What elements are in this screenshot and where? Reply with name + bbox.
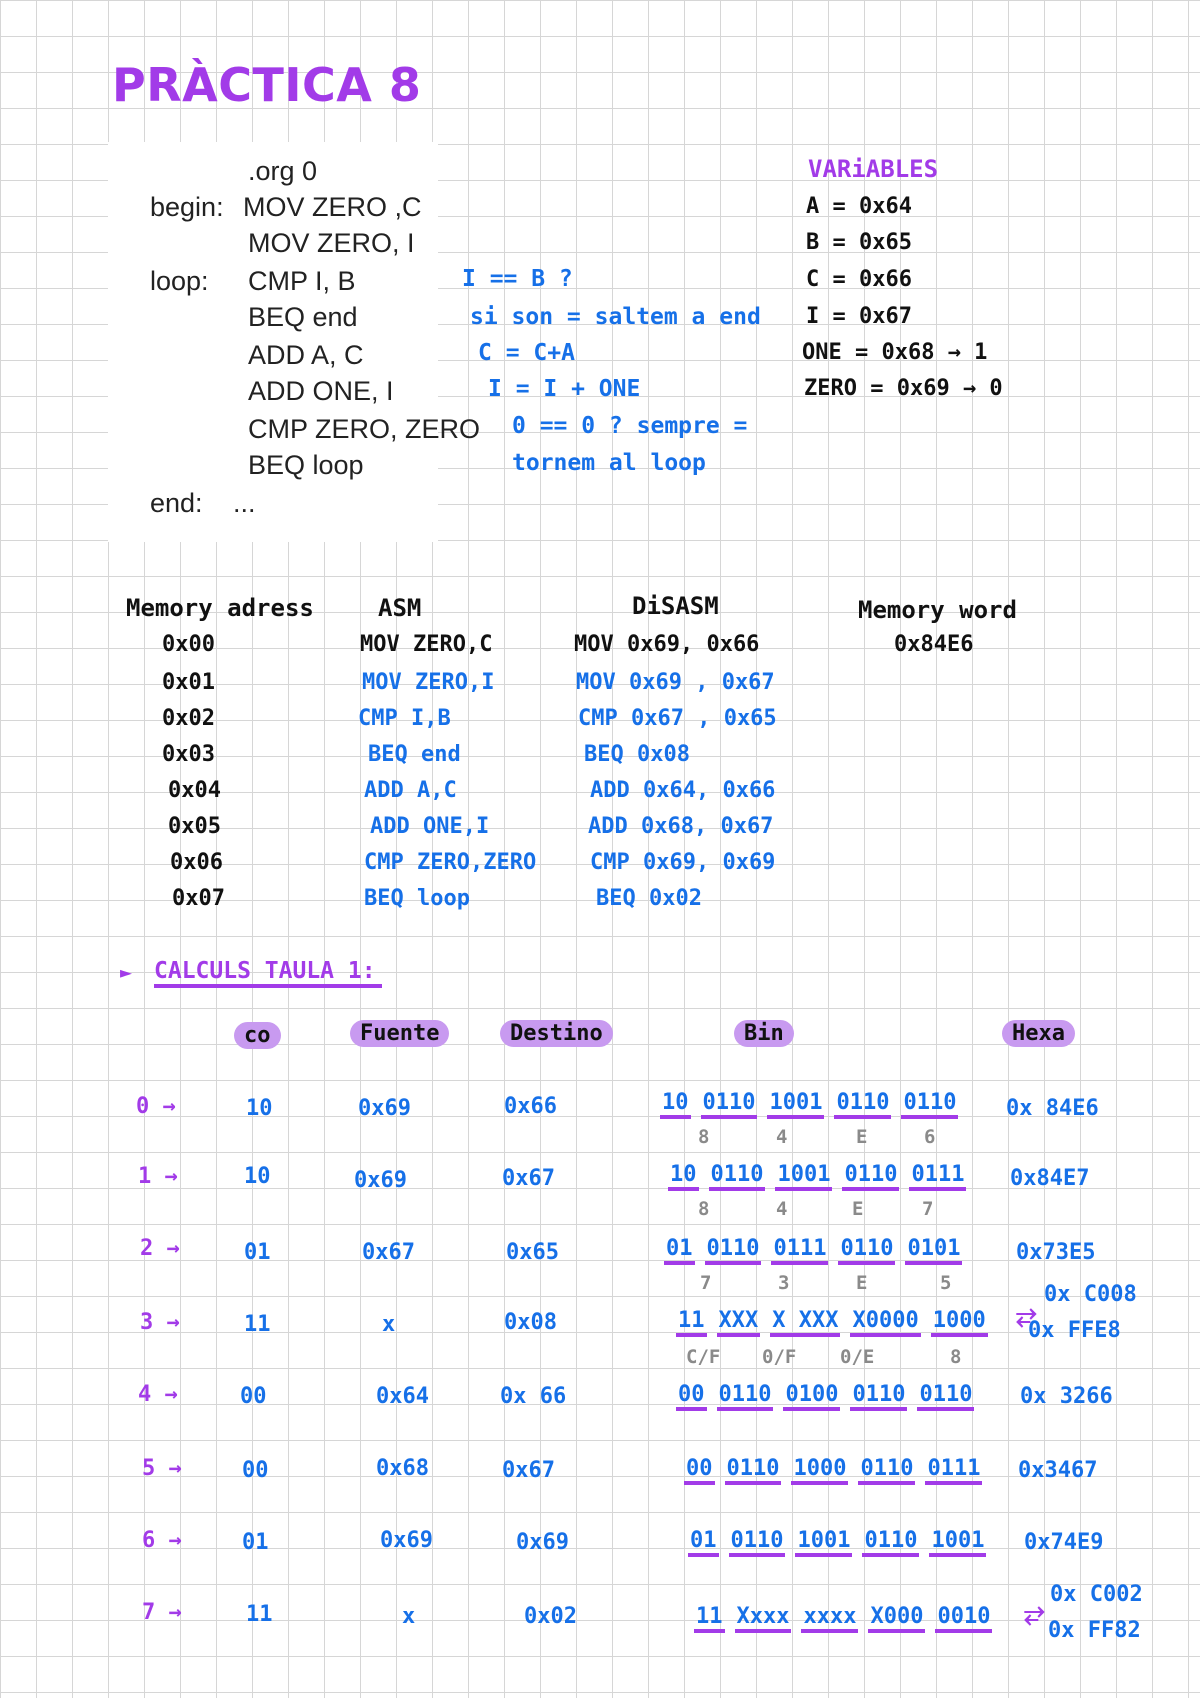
mem-asm: ADD A,C xyxy=(364,778,457,803)
calc-bin xyxy=(684,1456,992,1485)
calc-dst: 0x 66 xyxy=(500,1384,567,1409)
note-2: C = C+A xyxy=(478,340,575,366)
calc-bin xyxy=(694,1604,1002,1633)
hex-digit: 5 xyxy=(940,1272,952,1294)
calc-alt-hex: 0x C002 xyxy=(1050,1582,1143,1607)
nibble: 1001 xyxy=(795,1528,852,1557)
nibble: 0110 xyxy=(729,1528,786,1557)
nibble: 0110 xyxy=(709,1162,766,1191)
nibble: 10 xyxy=(668,1162,699,1191)
code-line-2: MOV ZERO, I xyxy=(248,228,415,258)
variable-b: B = 0x65 xyxy=(806,230,912,255)
mem-addr: 0x04 xyxy=(168,778,221,803)
mem-disasm: ADD 0x64, 0x66 xyxy=(590,778,776,803)
code-line-4: BEQ end xyxy=(248,302,358,332)
code-label-loop: loop: xyxy=(150,266,209,296)
nibble: 0110 xyxy=(717,1382,774,1411)
mem-asm: ADD ONE,I xyxy=(370,814,490,839)
calc-alt-hex: 0x FF82 xyxy=(1048,1618,1141,1643)
mem-addr: 0x03 xyxy=(162,742,215,767)
nibble: 0010 xyxy=(935,1604,992,1633)
calc-header-hexa: Hexa xyxy=(1002,1020,1075,1047)
calc-co: 10 xyxy=(244,1164,271,1189)
nibble: X000 xyxy=(868,1604,925,1633)
nibble: 0100 xyxy=(783,1382,840,1411)
code-line-7: CMP ZERO, ZERO xyxy=(248,414,481,444)
calc-dst: 0x08 xyxy=(504,1310,557,1335)
calc-bin xyxy=(676,1382,984,1411)
variable-one: ONE = 0x68 → 1 xyxy=(802,340,988,365)
calc-co: 01 xyxy=(242,1530,269,1555)
calc-src: 0x69 xyxy=(380,1528,433,1553)
calc-row-index: 3 → xyxy=(140,1310,180,1335)
nibble: 1001 xyxy=(775,1162,832,1191)
mem-disasm: CMP 0x69, 0x69 xyxy=(590,850,776,875)
calc-header-fuente: Fuente xyxy=(350,1020,449,1047)
calc-hex: 0x73E5 xyxy=(1016,1240,1096,1265)
mem-header-address: Memory adress xyxy=(126,594,314,622)
mem-asm: CMP I,B xyxy=(358,706,451,731)
nibble: xxxx xyxy=(801,1604,858,1633)
hex-digit: E xyxy=(856,1126,868,1148)
mem-asm: MOV ZERO,C xyxy=(360,632,493,657)
calc-header-co: co xyxy=(234,1022,281,1049)
note-5: tornem al loop xyxy=(512,450,706,476)
nibble: 00 xyxy=(676,1382,707,1411)
mem-asm: CMP ZERO,ZERO xyxy=(364,850,537,875)
mem-disasm: BEQ 0x08 xyxy=(584,742,690,767)
hex-digit: E xyxy=(856,1272,868,1294)
page-title: PRÀCTICA 8 xyxy=(112,58,422,112)
calc-src: 0x67 xyxy=(362,1240,415,1265)
calc-hex: 0x74E9 xyxy=(1024,1530,1104,1555)
mem-addr: 0x07 xyxy=(172,886,225,911)
nibble: 11 xyxy=(676,1308,707,1337)
note-1: si son = saltem a end xyxy=(470,304,761,330)
hex-digit: 3 xyxy=(778,1272,790,1294)
code-line-9: ... xyxy=(233,488,256,518)
mem-asm: BEQ loop xyxy=(364,886,470,911)
calc-src: x xyxy=(382,1312,396,1337)
nibble: 0110 xyxy=(834,1090,891,1119)
calc-co: 01 xyxy=(244,1240,271,1265)
mem-addr: 0x05 xyxy=(168,814,221,839)
mem-header-word: Memory word xyxy=(858,596,1017,624)
calc-co: 11 xyxy=(246,1602,273,1627)
mem-header-asm: ASM xyxy=(378,594,422,622)
nibble: 0110 xyxy=(917,1382,974,1411)
hex-digit: 0/E xyxy=(840,1346,875,1368)
mem-disasm: ADD 0x68, 0x67 xyxy=(588,814,774,839)
calc-co: 11 xyxy=(244,1312,271,1337)
nibble: 1000 xyxy=(791,1456,848,1485)
calc-hex: 0x3467 xyxy=(1018,1458,1098,1483)
hex-digit: 4 xyxy=(776,1198,788,1220)
calc-dst: 0x65 xyxy=(506,1240,559,1265)
hex-digit: E xyxy=(852,1198,864,1220)
nibble: 0110 xyxy=(862,1528,919,1557)
calc-alt-hex: 0x FFE8 xyxy=(1028,1318,1121,1343)
nibble: 0110 xyxy=(701,1090,758,1119)
note-4: 0 == 0 ? sempre = xyxy=(512,413,748,439)
nibble: 0110 xyxy=(842,1162,899,1191)
note-0: I == B ? xyxy=(462,266,573,292)
nibble: 0110 xyxy=(850,1382,907,1411)
calc-hex: 0x 3266 xyxy=(1020,1384,1113,1409)
mem-disasm: CMP 0x67 , 0x65 xyxy=(578,706,777,731)
calc-row-index: 7 → xyxy=(142,1600,182,1625)
calc-dst: 0x67 xyxy=(502,1166,555,1191)
mem-header-disasm: DiSASM xyxy=(632,592,719,620)
calc-dst: 0x69 xyxy=(516,1530,569,1555)
mem-disasm: MOV 0x69, 0x66 xyxy=(574,632,760,657)
calc-row-index: 6 → xyxy=(142,1528,182,1553)
calc-row-index: 5 → xyxy=(142,1456,182,1481)
nibble: 01 xyxy=(688,1528,719,1557)
variable-c: C = 0x66 xyxy=(806,267,912,292)
mem-addr: 0x01 xyxy=(162,670,215,695)
hex-digit: 8 xyxy=(698,1198,710,1220)
nibble: X XXX xyxy=(770,1308,840,1337)
code-line-5: ADD A, C xyxy=(248,340,364,370)
section-title: CALCULS TAULA 1: xyxy=(154,958,382,988)
branch-arrow-icon: ⥂ xyxy=(1024,1598,1045,1628)
nibble: 0101 xyxy=(905,1236,962,1265)
code-label-begin: begin: xyxy=(150,192,224,222)
calc-src: 0x68 xyxy=(376,1456,429,1481)
hex-digit: 6 xyxy=(924,1126,936,1148)
calc-dst: 0x66 xyxy=(504,1094,557,1119)
calc-hex: 0x 84E6 xyxy=(1006,1096,1099,1121)
nibble: 0111 xyxy=(925,1456,982,1485)
bullet-icon: ► xyxy=(120,960,133,984)
calc-src: x xyxy=(402,1604,416,1629)
nibble: 10 xyxy=(660,1090,691,1119)
nibble: Xxxx xyxy=(735,1604,792,1633)
hex-digit: 0/F xyxy=(762,1346,797,1368)
calc-dst: 0x67 xyxy=(502,1458,555,1483)
calc-row-index: 4 → xyxy=(138,1382,178,1407)
hex-digit: 4 xyxy=(776,1126,788,1148)
mem-addr: 0x00 xyxy=(162,632,215,657)
calc-dst: 0x02 xyxy=(524,1604,577,1629)
nibble: 0110 xyxy=(725,1456,782,1485)
code-line-0: .org 0 xyxy=(248,156,318,186)
calc-bin xyxy=(660,1090,968,1119)
calc-co: 00 xyxy=(240,1384,267,1409)
calc-co: 10 xyxy=(246,1096,273,1121)
calc-bin xyxy=(676,1308,998,1337)
nibble: 0111 xyxy=(909,1162,966,1191)
calc-row-index: 2 → xyxy=(140,1236,180,1261)
calc-bin xyxy=(688,1528,996,1557)
variable-a: A = 0x64 xyxy=(806,194,912,219)
mem-disasm: BEQ 0x02 xyxy=(596,886,702,911)
nibble: 01 xyxy=(664,1236,695,1265)
calc-row-index: 1 → xyxy=(138,1164,178,1189)
mem-word: 0x84E6 xyxy=(894,632,974,657)
nibble: 0110 xyxy=(838,1236,895,1265)
calc-src: 0x69 xyxy=(354,1168,407,1193)
hex-digit: 7 xyxy=(922,1198,934,1220)
calc-src: 0x64 xyxy=(376,1384,429,1409)
mem-asm: BEQ end xyxy=(368,742,461,767)
mem-asm: MOV ZERO,I xyxy=(362,670,495,695)
nibble: 1001 xyxy=(929,1528,986,1557)
hex-digit: C/F xyxy=(686,1346,721,1368)
calc-alt-hex: 0x C008 xyxy=(1044,1282,1137,1307)
nibble: 1000 xyxy=(931,1308,988,1337)
code-line-1: MOV ZERO ,C xyxy=(243,192,422,222)
calc-row-index: 0 → xyxy=(136,1094,176,1119)
variable-i: I = 0x67 xyxy=(806,304,912,329)
nibble: 00 xyxy=(684,1456,715,1485)
nibble: 0111 xyxy=(771,1236,828,1265)
calc-src: 0x69 xyxy=(358,1096,411,1121)
calc-bin xyxy=(668,1162,976,1191)
mem-addr: 0x02 xyxy=(162,706,215,731)
hex-digit: 7 xyxy=(700,1272,712,1294)
nibble: X0000 xyxy=(850,1308,920,1337)
nibble: 0110 xyxy=(705,1236,762,1265)
nibble: 0110 xyxy=(901,1090,958,1119)
nibble: 0110 xyxy=(858,1456,915,1485)
code-label-end: end: xyxy=(150,488,203,518)
calc-hex: 0x84E7 xyxy=(1010,1166,1090,1191)
calc-bin xyxy=(664,1236,972,1265)
code-line-6: ADD ONE, I xyxy=(248,376,394,406)
mem-disasm: MOV 0x69 , 0x67 xyxy=(576,670,775,695)
calc-header-destino: Destino xyxy=(500,1020,613,1047)
nibble: 11 xyxy=(694,1604,725,1633)
mem-addr: 0x06 xyxy=(170,850,223,875)
code-line-8: BEQ loop xyxy=(248,450,364,480)
note-3: I = I + ONE xyxy=(488,376,641,402)
calc-co: 00 xyxy=(242,1458,269,1483)
variables-heading: VARiABLES xyxy=(808,155,939,183)
branch-arrow-icon: ⥂ xyxy=(1016,1300,1037,1330)
nibble: XXX xyxy=(717,1308,761,1337)
variable-zero: ZERO = 0x69 → 0 xyxy=(804,376,1003,401)
hex-digit: 8 xyxy=(698,1126,710,1148)
nibble: 1001 xyxy=(767,1090,824,1119)
code-line-3: CMP I, B xyxy=(248,266,356,296)
calc-header-bin: Bin xyxy=(734,1020,794,1047)
code-listing xyxy=(108,142,481,542)
hex-digit: 8 xyxy=(950,1346,962,1368)
